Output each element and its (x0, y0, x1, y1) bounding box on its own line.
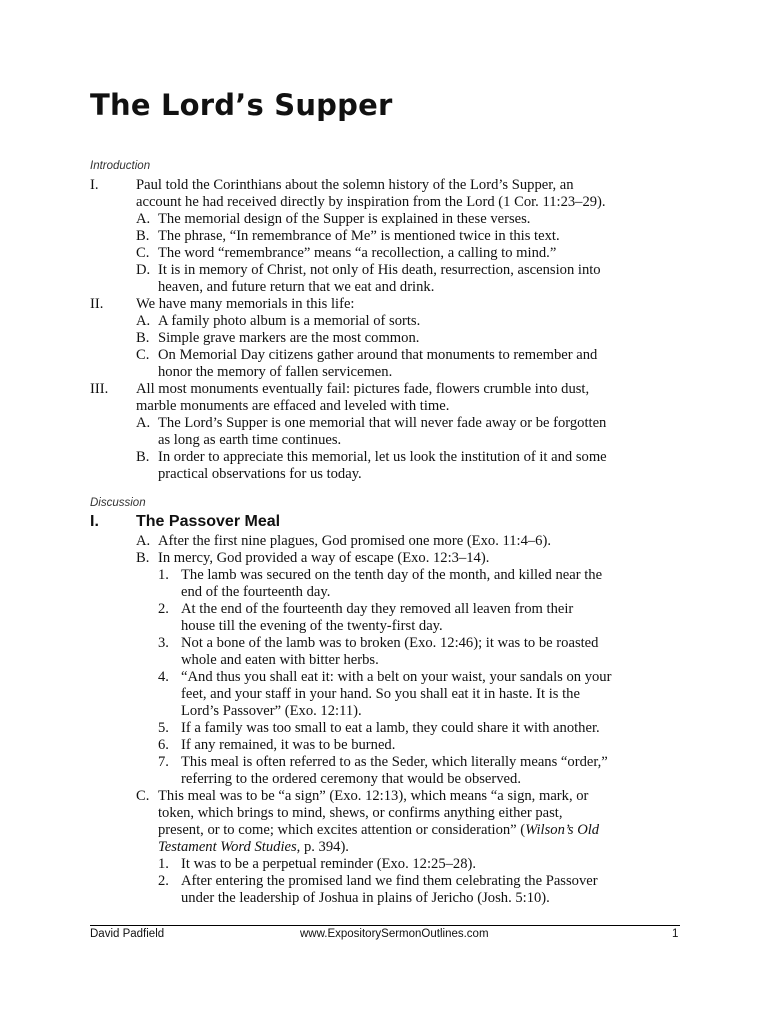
citation-title-part-2: Testament Word Studies (158, 839, 297, 855)
discussion-c-sub-marker: 1. (158, 856, 169, 872)
intro-item-2-sub-marker: A. (136, 313, 151, 329)
intro-item-3-sub-line: as long as earth time continues. (158, 432, 342, 448)
discussion-item-a-line: After the first nine plagues, God promised one more (Exo. 11:4–6). (158, 533, 551, 549)
discussion-item-b-line: In mercy, God provided a way of escape (Exo. 12:3–14). (158, 550, 490, 566)
discussion-item-c-line (158, 839, 349, 856)
intro-item-3-sub-marker: B. (136, 449, 150, 465)
footer-author: David Padfield (90, 928, 165, 940)
discussion-item-c-text: present, or to come; which excites attention or consideration” ( (158, 822, 526, 838)
discussion-b-sub-line: “And thus you shall eat it: with a belt on your waist, your sandals on your (181, 669, 612, 685)
intro-item-1-marker: I. (90, 177, 99, 193)
page-title: The Lord’s Supper (90, 88, 393, 122)
intro-item-2-sub-line: Simple grave markers are the most common. (158, 330, 420, 346)
intro-item-1-sub-marker: A. (136, 211, 151, 227)
intro-item-3-sub-line: The Lord’s Supper is one memorial that will never fade away or be forgotten (158, 415, 607, 431)
discussion-item-b-marker: B. (136, 550, 150, 566)
discussion-item-c-line (158, 822, 599, 839)
intro-item-1-sub-line: heaven, and future return that we eat and drink. (158, 279, 435, 295)
intro-item-1-sub-marker: D. (136, 262, 151, 278)
discussion-c-sub-line: under the leadership of Joshua in plains of Jericho (Josh. 5:10). (181, 890, 550, 906)
discussion-b-sub-marker: 2. (158, 601, 169, 617)
discussion-b-sub-marker: 1. (158, 567, 169, 583)
discussion-c-sub-line: It was to be a perpetual reminder (Exo. 12:25–28). (181, 856, 477, 872)
citation-tail: , p. 394). (296, 839, 349, 855)
discussion-b-sub-line: The lamb was secured on the tenth day of the month, and killed near the (181, 567, 603, 583)
intro-item-3-line: marble monuments are effaced and leveled with time. (136, 398, 450, 414)
discussion-b-sub-line: Lord’s Passover” (Exo. 12:11). (181, 703, 362, 719)
discussion-label: Discussion (90, 497, 146, 509)
intro-item-3-line: All most monuments eventually fail: pictures fade, flowers crumble into dust, (136, 381, 590, 397)
intro-item-2-line: We have many memorials in this life: (136, 296, 355, 312)
section-heading: The Passover Meal (136, 513, 281, 530)
discussion-b-sub-line: referring to the ordered ceremony that would be observed. (181, 771, 521, 787)
footer-page-number: 1 (672, 928, 679, 940)
footer-divider (90, 925, 680, 926)
intro-item-1-sub-marker: B. (136, 228, 150, 244)
discussion-b-sub-line: end of the fourteenth day. (181, 584, 331, 600)
discussion-b-sub-marker: 6. (158, 737, 169, 753)
intro-item-2-marker: II. (90, 296, 104, 312)
discussion-b-sub-line: feet, and your staff in your hand. So you shall eat it in haste. It is the (181, 686, 580, 702)
discussion-b-sub-marker: 5. (158, 720, 169, 736)
discussion-c-sub-line: After entering the promised land we find them celebrating the Passover (181, 873, 598, 889)
intro-item-2-sub-line: honor the memory of fallen servicemen. (158, 364, 393, 380)
intro-item-3-sub-line: In order to appreciate this memorial, let us look the institution of it and some (158, 449, 607, 465)
discussion-b-sub-line: If a family was too small to eat a lamb, they could share it with another. (181, 720, 600, 736)
intro-item-2-sub-marker: C. (136, 347, 150, 363)
intro-item-3-marker: III. (90, 381, 109, 397)
intro-item-1-sub-marker: C. (136, 245, 150, 261)
discussion-item-a-marker: A. (136, 533, 151, 549)
intro-item-2-sub-line: On Memorial Day citizens gather around that monuments to remember and (158, 347, 598, 363)
discussion-b-sub-line: This meal is often referred to as the Seder, which literally means “order,” (181, 754, 608, 770)
discussion-b-sub-line: At the end of the fourteenth day they removed all leaven from their (181, 601, 574, 617)
intro-item-1-sub-line: The phrase, “In remembrance of Me” is mentioned twice in this text. (158, 228, 560, 244)
discussion-b-sub-line: If any remained, it was to be burned. (181, 737, 396, 753)
discussion-b-sub-line: Not a bone of the lamb was to broken (Exo. 12:46); it was to be roasted (181, 635, 599, 651)
introduction-label: Introduction (90, 160, 151, 172)
discussion-item-c-line: This meal was to be “a sign” (Exo. 12:13), which means “a sign, mark, or (158, 788, 589, 804)
intro-item-1-sub-line: It is in memory of Christ, not only of His death, resurrection, ascension into (158, 262, 601, 278)
footer-website: www.ExpositorySermonOutlines.com (300, 928, 489, 940)
citation-title-part-1: Wilson’s Old (525, 822, 600, 838)
intro-item-2-sub-marker: B. (136, 330, 150, 346)
section-heading-marker: I. (90, 513, 99, 530)
intro-item-2-sub-line: A family photo album is a memorial of sorts. (158, 313, 421, 329)
discussion-b-sub-line: house till the evening of the twenty-first day. (181, 618, 443, 634)
intro-item-1-sub-line: The memorial design of the Supper is explained in these verses. (158, 211, 531, 227)
discussion-b-sub-marker: 3. (158, 635, 169, 651)
discussion-b-sub-line: whole and eaten with bitter herbs. (181, 652, 379, 668)
intro-item-3-sub-marker: A. (136, 415, 151, 431)
discussion-b-sub-marker: 4. (158, 669, 169, 685)
intro-item-1-sub-line: The word “remembrance” means “a recollection, a calling to mind.” (158, 245, 557, 261)
intro-item-1-line: account he had received directly by inspiration from the Lord (1 Cor. 11:23–29). (136, 194, 606, 210)
intro-item-1-line: Paul told the Corinthians about the solemn history of the Lord’s Supper, an (136, 177, 574, 193)
discussion-b-sub-marker: 7. (158, 754, 169, 770)
discussion-item-c-marker: C. (136, 788, 150, 804)
discussion-c-sub-marker: 2. (158, 873, 169, 889)
intro-item-3-sub-line: practical observations for us today. (158, 466, 362, 482)
discussion-item-c-line: token, which brings to mind, shews, or confirms anything either past, (158, 805, 563, 821)
